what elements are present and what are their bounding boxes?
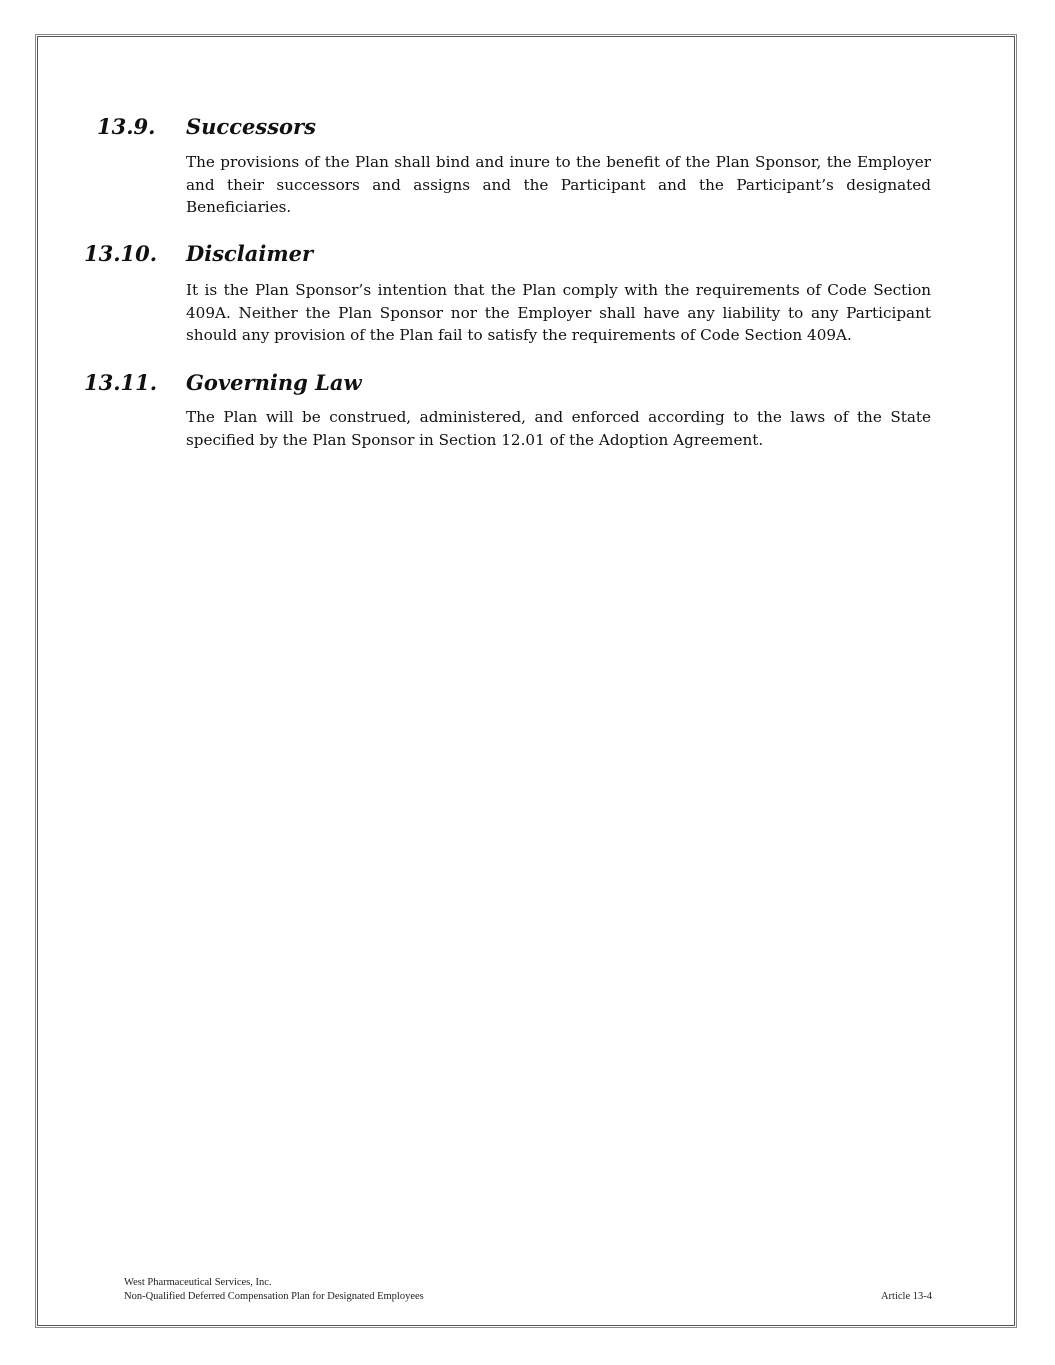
footer-company: West Pharmaceutical Services, Inc. (124, 1277, 272, 1288)
footer-page-label: Article 13-4 (880, 1291, 932, 1302)
page-footer (124, 1276, 932, 1304)
section-number: 13.11. (84, 370, 158, 395)
section-body: The provisions of the Plan shall bind and inure to the benefit of the Plan Sponsor, the Employer and their successors and assigns and the Participant and the Participant’s designated Beneficiaries. (186, 153, 931, 216)
section-number: 13.10. (84, 241, 158, 266)
footer-plan-name: Non-Qualified Deferred Compensation Plan for Designated Employees (124, 1291, 424, 1302)
section-title: Successors (186, 114, 316, 139)
page-border (37, 36, 1015, 1326)
section-title: Disclaimer (186, 241, 314, 266)
section-body: The Plan will be construed, administered, and enforced according to the laws of the State specified by the Plan Sponsor in Section 12.01 of the Adoption Agreement. (186, 408, 931, 449)
section-number: 13.9. (97, 114, 156, 139)
section-title: Governing Law (186, 370, 362, 395)
section-body: It is the Plan Sponsor’s intention that the Plan comply with the requirements of Code Section 409A. Neither the Plan Sponsor nor the Employer shall have any liability to any Participant should any provision of the Plan fail to satisfy the requirements of Code Section 409A. (186, 281, 931, 344)
